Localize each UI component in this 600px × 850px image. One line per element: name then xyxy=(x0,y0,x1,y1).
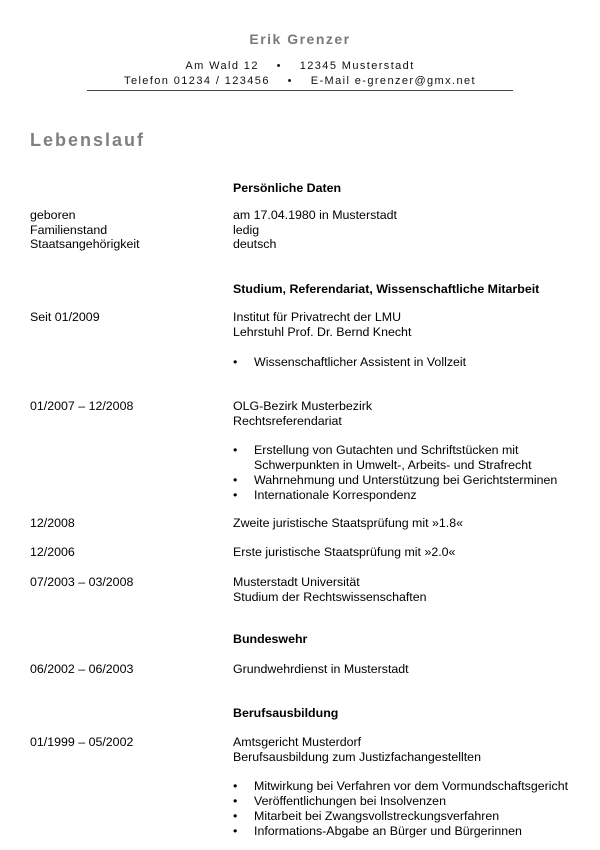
personal-label: Familienstand xyxy=(30,222,108,237)
entry-date: Seit 01/2009 xyxy=(30,310,100,324)
section-heading-studies: Studium, Referendariat, Wissenschaftliche Mitarbeit xyxy=(233,282,540,296)
bullet-icon: • xyxy=(233,443,238,457)
bullet-text: Mitwirkung bei Verfahren vor dem Vormundschaftsgericht xyxy=(254,779,569,793)
header-name: Erik Grenzer xyxy=(249,31,351,47)
entry-line: Berufsausbildung zum Justizfachangestellten xyxy=(233,749,481,764)
bullet-item xyxy=(233,355,593,370)
entry-date: 01/1999 – 05/2002 xyxy=(30,735,134,749)
section-heading-training: Berufsausbildung xyxy=(233,706,339,720)
entry-date: 12/2006 xyxy=(30,545,75,559)
bullet-text: Veröffentlichungen bei Insolvenzen xyxy=(254,794,446,808)
personal-value: deutsch xyxy=(233,237,277,251)
entry-details xyxy=(233,399,593,428)
bullet-item xyxy=(233,824,593,839)
bullet-item xyxy=(233,488,593,503)
bullet-icon: • xyxy=(233,794,238,808)
entry-line: Lehrstuhl Prof. Dr. Bernd Knecht xyxy=(233,324,412,339)
entry-date: 07/2003 – 03/2008 xyxy=(30,575,134,589)
entry-line: OLG-Bezirk Musterbezirk xyxy=(233,399,373,413)
personal-label: Staatsangehörigkeit xyxy=(30,237,140,251)
document-title: Lebenslauf xyxy=(30,130,146,150)
entry-date: 12/2008 xyxy=(30,516,75,530)
entry-date: 06/2002 – 06/2003 xyxy=(30,662,134,676)
personal-label: geboren xyxy=(30,208,76,222)
entry-date: 01/2007 – 12/2008 xyxy=(30,399,134,413)
bullet-icon: • xyxy=(233,824,238,838)
bullet-icon: • xyxy=(233,355,238,369)
bullet-icon: • xyxy=(233,488,238,502)
bullet-text: Mitarbeit bei Zwangsvollstreckungsverfahren xyxy=(254,809,500,823)
entry-line: Rechtsreferendariat xyxy=(233,413,342,428)
section-heading-personal: Persönliche Daten xyxy=(233,181,342,195)
bullet-icon: • xyxy=(233,779,238,793)
bullet-text: Wahrnehmung und Unterstützung bei Gerichtsterminen xyxy=(254,473,558,487)
personal-values xyxy=(233,208,593,252)
bullet-text: Erstellung von Gutachten und Schriftstücken mit Schwerpunkten in Umwelt-, Arbeits- und Strafrecht xyxy=(254,443,532,472)
entry-details xyxy=(233,735,593,764)
personal-labels xyxy=(30,208,140,252)
bullet-text: Internationale Korrespondenz xyxy=(254,488,417,502)
entry-line: Grundwehrdienst in Musterstadt xyxy=(233,662,409,676)
entry-line: Erste juristische Staatsprüfung mit »2.0« xyxy=(233,545,456,559)
entry-details xyxy=(233,575,593,604)
header-address: Am Wald 12 • 12345 Musterstadt xyxy=(185,60,415,72)
bullet-icon: • xyxy=(233,809,238,823)
bullet-item xyxy=(233,473,593,488)
entry-line: Zweite juristische Staatsprüfung mit »1.8« xyxy=(233,516,464,530)
entry-details xyxy=(233,310,593,339)
bullet-text: Informations-Abgabe an Bürger und Bürgerinnen xyxy=(254,824,522,838)
entry-line: Musterstadt Universität xyxy=(233,575,360,589)
bullet-item xyxy=(233,809,593,824)
header-divider xyxy=(87,90,513,91)
header-contact: Telefon 01234 / 123456 • E-Mail e-grenzer@gmx.net xyxy=(124,75,476,87)
entry-line: Institut für Privatrecht der LMU xyxy=(233,310,402,324)
section-heading-military: Bundeswehr xyxy=(233,632,308,646)
entry-line: Studium der Rechtswissenschaften xyxy=(233,589,427,604)
bullet-icon: • xyxy=(233,473,238,487)
bullet-item xyxy=(233,443,593,472)
bullet-text: Wissenschaftlicher Assistent in Vollzeit xyxy=(254,355,467,369)
personal-value: am 17.04.1980 in Musterstadt xyxy=(233,208,397,222)
personal-value: ledig xyxy=(233,222,260,237)
bullet-item xyxy=(233,794,593,809)
entry-line: Amtsgericht Musterdorf xyxy=(233,735,362,749)
bullet-item xyxy=(233,779,593,794)
